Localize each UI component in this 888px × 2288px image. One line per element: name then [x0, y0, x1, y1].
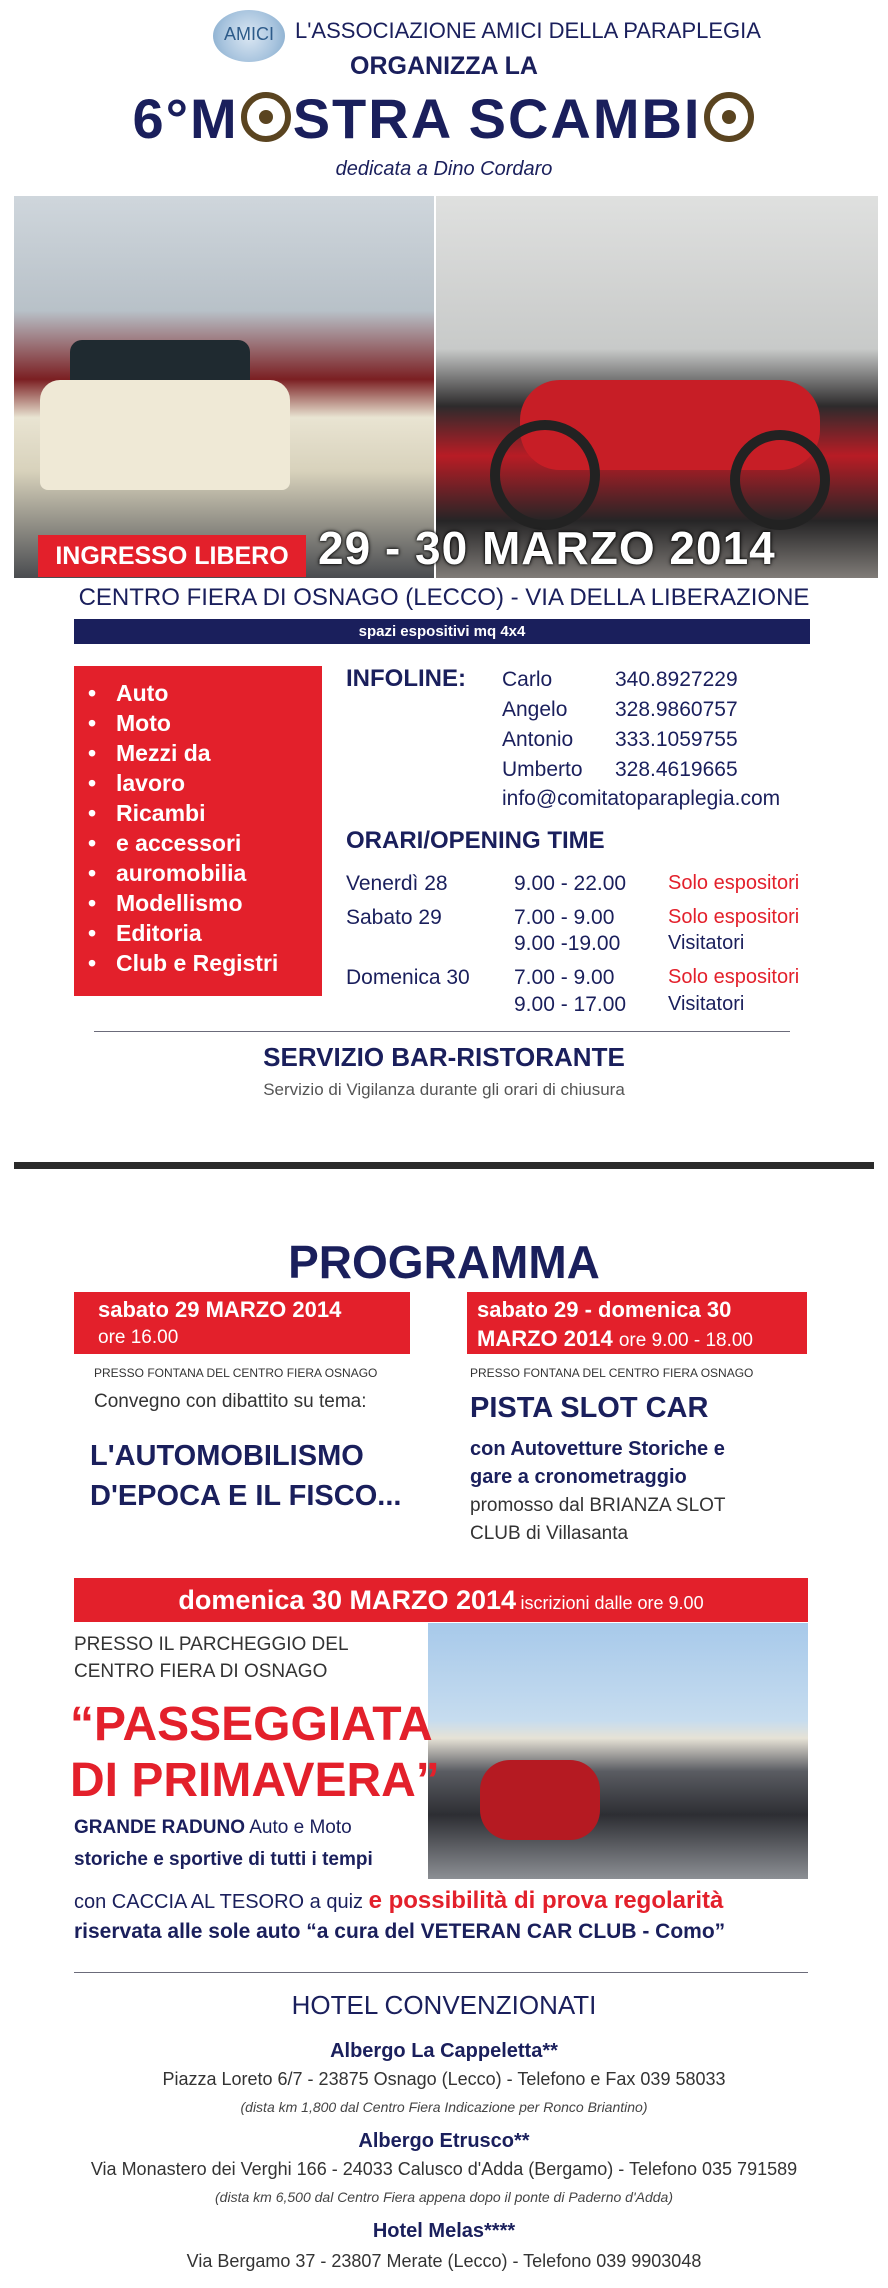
event3-title [70, 1697, 440, 1809]
event1-place: PRESSO FONTANA DEL CENTRO FIERA OSNAGO [94, 1366, 378, 1380]
category-item: • auromobilia [116, 858, 322, 888]
car-body-shape [40, 380, 290, 490]
event1-time: ore 16.00 [98, 1327, 179, 1348]
hotel-name: Albergo La Cappeletta** [330, 2040, 558, 2062]
programme-title: PROGRAMMA [288, 1236, 600, 1288]
event3-caccia [74, 1887, 723, 1915]
page-divider [14, 1162, 874, 1169]
contact-phone[interactable]: 340.8927229 [615, 668, 738, 691]
prova-text: e possibilità di prova regolarità [368, 1887, 724, 1914]
event2-promoter [470, 1492, 726, 1548]
category-item: • Modellismo [116, 888, 322, 918]
schedule-day: Venerdì 28 [346, 872, 448, 895]
wheel-o-icon [241, 92, 291, 142]
rally-photo [428, 1623, 808, 1879]
contact-name: Antonio [502, 728, 574, 751]
schedule-time: 9.00 -19.00 [514, 932, 621, 955]
raduno-rest: Auto e Moto [245, 1817, 352, 1838]
event2-subtitle-line: gare a cronometraggio [470, 1466, 687, 1488]
schedule-note: Solo espositori [668, 966, 800, 988]
title-part-1: 6°M [132, 87, 239, 150]
schedule-day: Domenica 30 [346, 966, 470, 989]
event2-date-line2 [477, 1326, 753, 1352]
category-item-continued: • e accessori [116, 828, 322, 858]
schedule-note: Visitatori [668, 993, 745, 1015]
event2-promoter-line: promosso dal BRIANZA SLOT [470, 1495, 726, 1516]
logo-text: AMICI [223, 24, 274, 44]
contact-phone[interactable]: 328.9860757 [615, 698, 738, 721]
divider-line [74, 1972, 808, 1973]
schedule-note: Solo espositori [668, 906, 800, 928]
schedule-note: Visitatori [668, 932, 745, 954]
schedule-time: 9.00 - 17.00 [514, 993, 627, 1016]
event3-registration: iscrizioni dalle ore 9.00 [520, 1593, 704, 1613]
category-item: • Ricambi [116, 798, 322, 828]
event3-raduno [74, 1812, 373, 1876]
hotel-name: Albergo Etrusco** [358, 2130, 530, 2152]
event3-place-line: PRESSO IL PARCHEGGIO DEL [74, 1634, 349, 1655]
schedule-title: ORARI/OPENING TIME [346, 827, 605, 854]
event3-title-line: “PASSEGGIATA [70, 1698, 433, 1751]
event1-title-line: D'EPOCA E IL FISCO... [90, 1480, 402, 1512]
association-name: L'ASSOCIAZIONE AMICI DELLA PARAPLEGIA [295, 18, 761, 43]
event2-place: PRESSO FONTANA DEL CENTRO FIERA OSNAGO [470, 1366, 754, 1380]
event3-place [74, 1631, 349, 1685]
event1-date: sabato 29 MARZO 2014 [98, 1297, 342, 1322]
category-item: • Club e Registri [116, 948, 322, 978]
event3-riservata: riservata alle sole auto “a cura del VETERAN CAR CLUB - Como” [74, 1920, 726, 1943]
contact-name: Angelo [502, 698, 568, 721]
bike-wheel-shape [730, 430, 830, 530]
venue-location: CENTRO FIERA DI OSNAGO (LECCO) - VIA DELLA LIBERAZIONE [78, 584, 810, 611]
event2-date-line1: sabato 29 - domenica 30 [477, 1297, 732, 1322]
event2-promoter-line: CLUB di Villasanta [470, 1523, 629, 1544]
schedule-time: 9.00 - 22.00 [514, 872, 627, 895]
hotel-address: Via Monastero dei Verghi 166 - 24033 Calusco d'Adda (Bergamo) - Telefono 035 791589 [90, 2159, 798, 2179]
event3-title-line: DI PRIMAVERA” [70, 1754, 440, 1807]
contact-phone[interactable]: 333.1059755 [615, 728, 738, 751]
event1-intro: Convegno con dibattito su tema: [94, 1391, 367, 1412]
spazi-bar: spazi espositivi mq 4x4 [74, 619, 810, 644]
event3-place-line: CENTRO FIERA DI OSNAGO [74, 1661, 328, 1682]
schedule-note: Solo espositori [668, 872, 800, 894]
bar-service: SERVIZIO BAR-RISTORANTE [263, 1042, 625, 1072]
category-item-continued: • lavoro [116, 768, 322, 798]
hotel-address: Via Bergamo 37 - 23807 Merate (Lecco) - Telefono 039 9903048 [186, 2251, 702, 2271]
category-item: • Mezzi da [116, 738, 322, 768]
event-title [0, 86, 888, 151]
event2-date-month: MARZO 2014 [477, 1326, 613, 1351]
event1-title-line: L'AUTOMOBILISMO [90, 1440, 364, 1472]
security-service: Servizio di Vigilanza durante gli orari di chiusura [263, 1080, 625, 1099]
divider-line [94, 1031, 790, 1032]
rally-bike-shape [480, 1760, 600, 1840]
event3-date: domenica 30 MARZO 2014 [178, 1585, 517, 1615]
category-item: • Moto [116, 708, 322, 738]
schedule-time: 7.00 - 9.00 [514, 966, 615, 989]
event1-title [90, 1436, 401, 1516]
schedule-day: Sabato 29 [346, 906, 442, 929]
caccia-text: con CACCIA AL TESORO a quiz [74, 1891, 369, 1913]
hotel-address: Piazza Loreto 6/7 - 23875 Osnago (Lecco) - Telefono e Fax 039 58033 [162, 2069, 726, 2089]
category-item: • Auto [116, 678, 322, 708]
event-dates: 29 - 30 MARZO 2014 [318, 522, 776, 574]
contact-name: Umberto [502, 758, 583, 781]
event2-time: ore 9.00 - 18.00 [618, 1330, 753, 1351]
categories-box [74, 666, 322, 996]
contact-name: Carlo [502, 668, 553, 691]
dedication: dedicata a Dino Cordaro [335, 158, 553, 180]
title-part-2: STRA SCAMBI [292, 87, 702, 150]
raduno-line2: storiche e sportive di tutti i tempi [74, 1849, 373, 1870]
event2-subtitle-line: con Autovetture Storiche e [470, 1438, 725, 1460]
contact-phone[interactable]: 328.4619665 [615, 758, 738, 781]
hotel-note: (dista km 6,500 dal Centro Fiera appena dopo il ponte di Paderno d'Adda) [215, 2189, 673, 2205]
event2-subtitle [470, 1435, 725, 1491]
steering-wheel-icon [704, 92, 754, 142]
hotels-title: HOTEL CONVENZIONATI [291, 1990, 597, 2020]
infoline-label: INFOLINE: [346, 665, 466, 692]
category-item: • Editoria [116, 918, 322, 948]
hotel-name: Hotel Melas**** [372, 2220, 516, 2242]
event2-date-box [467, 1292, 807, 1354]
event3-date-bar [74, 1578, 808, 1622]
bike-wheel-shape [490, 420, 600, 530]
event2-title: PISTA SLOT CAR [470, 1392, 709, 1424]
schedule-time: 7.00 - 9.00 [514, 906, 615, 929]
event1-date-box [74, 1292, 410, 1354]
free-entry-badge: INGRESSO LIBERO [38, 535, 306, 577]
raduno-bold: GRANDE RADUNO [74, 1817, 245, 1838]
email-link[interactable]: info@comitatoparaplegia.com [502, 787, 781, 810]
organizza-text: ORGANIZZA LA [350, 52, 538, 80]
hotel-note: (dista km 1,800 dal Centro Fiera Indicazione per Ronco Briantino) [240, 2099, 648, 2115]
